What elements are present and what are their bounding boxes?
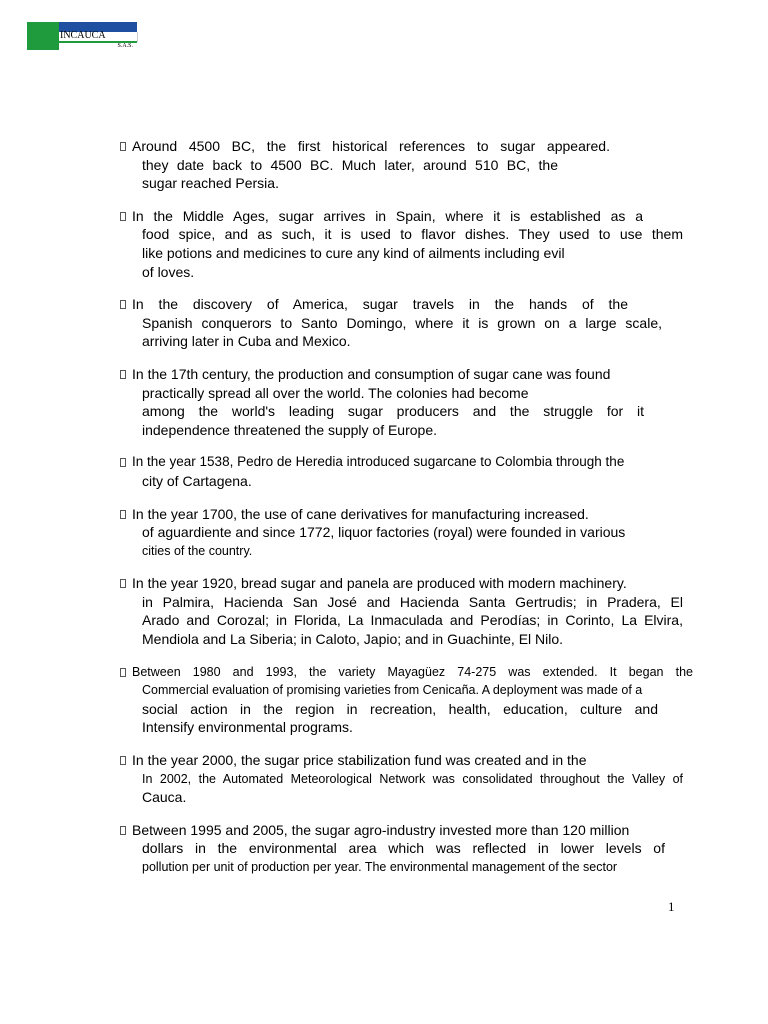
- bullet-box-icon: [120, 300, 126, 309]
- item-first-line: In the year 1538, Pedro de Heredia introduced sugarcane to Colombia through the: [132, 454, 625, 470]
- item-line: of aguardiente and since 1772, liquor factories (royal) were founded in various: [142, 524, 626, 541]
- bullet-box-icon: [120, 142, 126, 151]
- item-line: like potions and medicines to cure any kind of ailments including evil: [142, 244, 565, 261]
- item-first-line: Around 4500 BC, the first historical references to sugar appeared.: [132, 138, 610, 154]
- item-continuation: [132, 472, 695, 491]
- item-line: cities of the country.: [142, 543, 253, 558]
- item-line: Mendiola and La Siberia; in Caloto, Japio; and in Guachinte, El Nilo.: [142, 631, 564, 648]
- item-line: of loves.: [142, 263, 195, 280]
- item-line: arriving later in Cuba and Mexico.: [142, 333, 351, 350]
- list-item: [120, 453, 695, 490]
- item-continuation: [132, 593, 695, 649]
- item-first-line: In the Middle Ages, sugar arrives in Spain, where it is established as a: [132, 207, 643, 224]
- item-continuation: [132, 523, 695, 560]
- item-continuation: [132, 681, 695, 737]
- item-first-line: In the 17th century, the production and consumption of sugar cane was found: [132, 365, 611, 382]
- list-item: [120, 574, 695, 648]
- item-continuation: [132, 225, 695, 281]
- list-item: [120, 207, 695, 281]
- bullet-box-icon: [120, 510, 126, 519]
- list-item: [120, 365, 695, 439]
- item-line: practically spread all over the world. The colonies had become: [142, 384, 529, 401]
- item-line: city of Cartagena.: [142, 472, 252, 489]
- list-item: [120, 505, 695, 561]
- item-line: in Palmira, Hacienda San José and Hacienda Santa Gertrudis; in Pradera, El: [142, 593, 683, 610]
- item-continuation: [132, 314, 695, 351]
- item-line: Spanish conquerors to Santo Domingo, where it is grown on a large scale,: [142, 314, 662, 331]
- bullet-box-icon: [120, 756, 126, 765]
- logo-green-block: [27, 22, 59, 50]
- item-line: dollars in the environmental area which was reflected in lower levels of: [142, 840, 665, 857]
- item-first-line: Between 1995 and 2005, the sugar agro-industry invested more than 120 million: [132, 821, 630, 838]
- logo-name: INCAUCA: [60, 30, 106, 41]
- item-line: Commercial evaluation of promising varieties from Cenicaña. A deployment was made of a: [142, 683, 643, 698]
- bullet-box-icon: [120, 579, 126, 588]
- bullet-box-icon: [120, 370, 126, 379]
- bullet-box-icon: [120, 458, 126, 467]
- item-first-line: Between 1980 and 1993, the variety Mayagüez 74-275 was extended. It began the: [132, 664, 693, 679]
- item-first-line: In the discovery of America, sugar travels in the hands of the: [132, 296, 628, 313]
- item-continuation: [132, 156, 695, 193]
- item-line: independence threatened the supply of Europe.: [142, 421, 438, 438]
- item-first-line: In the year 1700, the use of cane derivatives for manufacturing increased.: [132, 505, 589, 522]
- item-first-line: In the year 2000, the sugar price stabilization fund was created and in the: [132, 752, 587, 769]
- item-line: In 2002, the Automated Meteorological Network was consolidated throughout the Valley of: [142, 771, 683, 786]
- page-number: 1: [668, 899, 675, 914]
- history-list: [120, 137, 695, 891]
- item-line: they date back to 4500 BC. Much later, around 510 BC, the: [142, 156, 558, 173]
- list-item: [120, 137, 695, 193]
- item-line: food spice, and as such, it is used to flavor dishes. They used to use them: [142, 226, 683, 243]
- logo-suffix: S.A.S.: [117, 43, 133, 49]
- bullet-box-icon: [120, 212, 126, 221]
- item-line: among the world's leading sugar producers and the struggle for it: [142, 403, 644, 420]
- company-logo: [27, 22, 137, 50]
- list-item: [120, 821, 695, 877]
- item-continuation: [132, 384, 695, 440]
- item-continuation: [132, 839, 695, 876]
- bullet-box-icon: [120, 668, 126, 677]
- bullet-box-icon: [120, 826, 126, 835]
- item-line: sugar reached Persia.: [142, 175, 279, 192]
- list-item: [120, 751, 695, 807]
- item-line: Arado and Corozal; in Florida, La Inmaculada and Perodías; in Corinto, La Elvira,: [142, 612, 683, 629]
- list-item: [120, 295, 695, 351]
- item-first-line: In the year 1920, bread sugar and panela are produced with modern machinery.: [132, 575, 627, 592]
- item-continuation: [132, 770, 695, 807]
- item-line: pollution per unit of production per year. The environmental management of the sector: [142, 860, 618, 874]
- item-line: Intensify environmental programs.: [142, 719, 353, 736]
- item-line: social action in the region in recreation, health, education, culture and: [142, 700, 658, 717]
- item-line: Cauca.: [142, 789, 187, 806]
- list-item: [120, 663, 695, 737]
